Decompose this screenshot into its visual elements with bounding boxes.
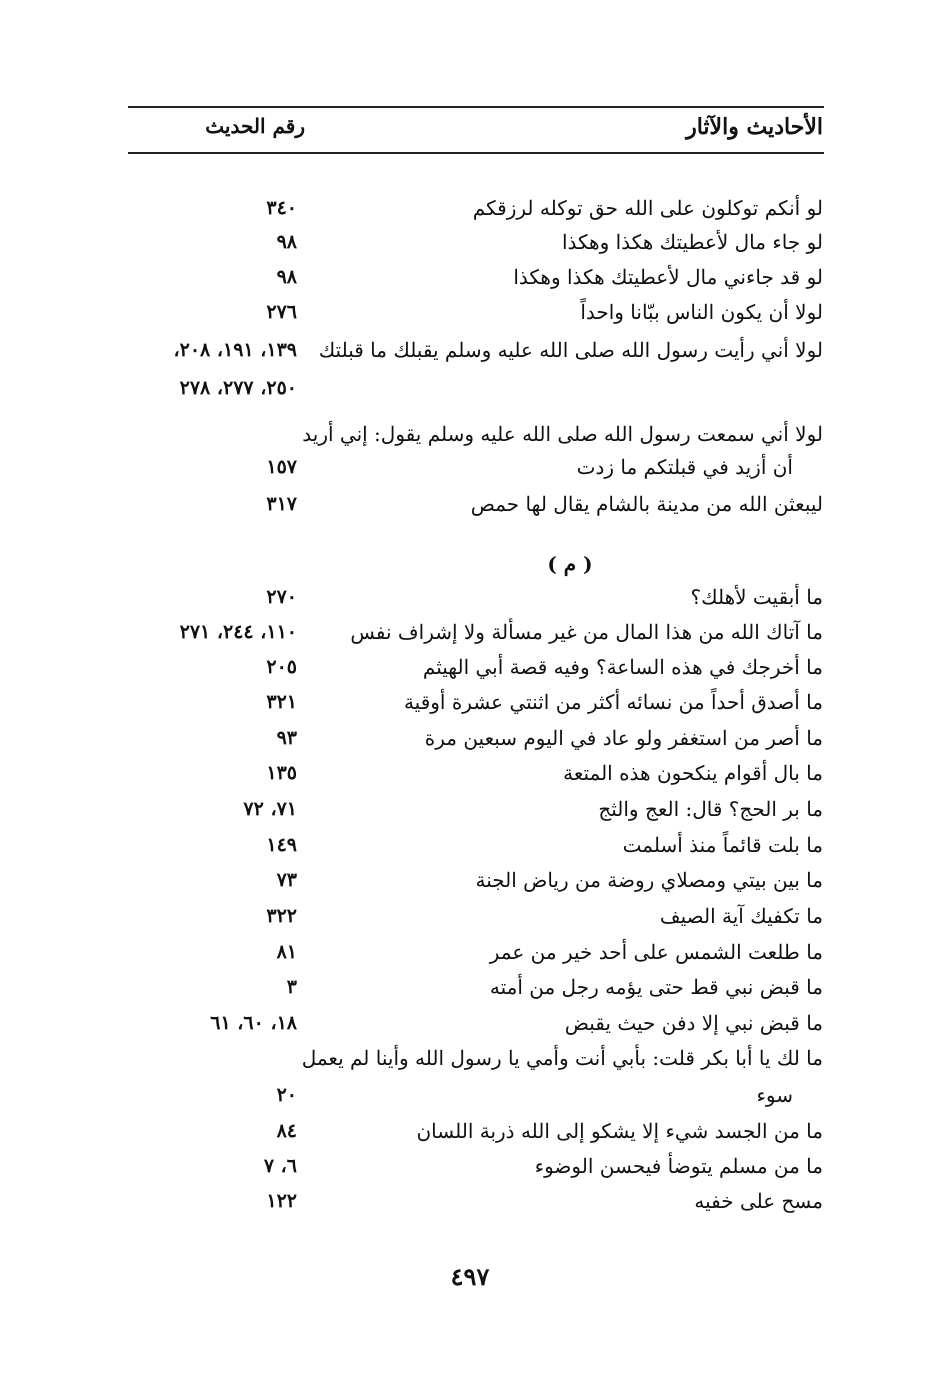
- hadith-entry-refs: ١٢٢: [266, 1190, 297, 1212]
- hadith-entry-text: ما آتاك الله من هذا المال من غير مسألة ولا إشراف نفس: [350, 620, 823, 644]
- hadith-entry-text: ما لك يا أبا بكر قلت: بأبي أنت وأمي يا رسول الله وأينا لم يعمل: [301, 1046, 823, 1070]
- hadith-entry-text: ما من مسلم يتوضأ فيحسن الوضوء: [534, 1154, 823, 1178]
- hadith-entry-refs: ٢٠٥: [266, 656, 297, 678]
- hadith-entry-text-continued: أن أزيد في قبلتكم ما زدت: [576, 455, 793, 479]
- hadith-entry-refs: ٨١: [276, 941, 297, 963]
- hadith-entry-refs: ٦، ٧: [263, 1155, 297, 1177]
- section-heading-mim: ( م ): [547, 552, 593, 576]
- hadith-entry-refs: ٢٧٦: [266, 301, 297, 323]
- hadith-entry-text: لو أنكم توكلون على الله حق توكله لرزقكم: [472, 196, 823, 220]
- hadith-entry-refs: ٧١، ٧٢: [243, 798, 297, 820]
- page-number: ٤٩٧: [450, 1262, 490, 1291]
- hadith-entry-refs: ٣١٧: [266, 493, 297, 515]
- hadith-entry-refs: ١٤٩: [266, 834, 297, 856]
- hadith-entry-refs: ٩٣: [276, 727, 297, 749]
- hadith-entry-text: لولا أن يكون الناس ببّانا واحداً: [580, 300, 823, 324]
- hadith-entry-text: ما طلعت الشمس على أحد خير من عمر: [489, 940, 823, 964]
- hadith-entry-text: لو جاء مال لأعطيتك هكذا وهكذا: [561, 230, 823, 254]
- hadith-entry-text: ما بال أقوام ينكحون هذه المتعة: [563, 761, 823, 785]
- hadith-entry-text: لولا أني رأيت رسول الله صلى الله عليه وسلم يقبلك ما قبلتك: [318, 338, 823, 362]
- hadith-entry-text: ما قبض نبي قط حتى يؤمه رجل من أمته: [489, 975, 823, 999]
- hadith-entry-refs: ٨٤: [276, 1120, 297, 1142]
- hadith-entry-refs: ٣٢٢: [266, 905, 297, 927]
- hadith-entry-text: ما من الجسد شيء إلا يشكو إلى الله ذربة اللسان: [416, 1119, 823, 1143]
- hadith-entry-text: لولا أني سمعت رسول الله صلى الله عليه وسلم يقول: إني أريد: [302, 422, 823, 446]
- hadith-entry-refs: ٩٨: [276, 266, 297, 288]
- hadith-entry-refs: ٩٨: [276, 231, 297, 253]
- hadith-entry-text: ما بلت قائماً منذ أسلمت: [622, 833, 823, 857]
- hadith-entry-text: ليبعثن الله من مدينة بالشام يقال لها حمص: [470, 492, 823, 516]
- hadith-entry-refs: ٢٧٠: [266, 586, 297, 608]
- hadith-entry-refs: ١٣٥: [266, 762, 297, 784]
- hadith-entry-refs: ٣٤٠: [266, 197, 297, 219]
- hadith-entry-text: ما أصر من استغفر ولو عاد في اليوم سبعين مرة: [424, 726, 823, 750]
- hadith-entry-refs: ٣: [286, 976, 297, 998]
- column-title-hadith-number: رقم الحديث: [205, 114, 305, 138]
- hadith-entry-text: ما قبض نبي إلا دفن حيث يقبض: [564, 1011, 823, 1035]
- hadith-entry-refs-continued: ٢٥٠، ٢٧٧، ٢٧٨: [179, 377, 297, 399]
- hadith-entry-refs: ٣٢١: [266, 691, 297, 713]
- hadith-entry-text: ما بر الحج؟ قال: العج والثج: [598, 797, 823, 821]
- hadith-entry-text: مسح على خفيه: [694, 1189, 823, 1213]
- hadith-entry-refs: ١٥٧: [266, 456, 297, 478]
- hadith-entry-text: ما تكفيك آية الصيف: [659, 904, 823, 928]
- hadith-entry-text-continued: سوء: [756, 1083, 793, 1107]
- header-bottom-rule: [128, 152, 824, 154]
- hadith-entry-text: ما بين بيتي ومصلاي روضة من رياض الجنة: [475, 868, 823, 892]
- hadith-entry-refs: ١٣٩، ١٩١، ٢٠٨،: [173, 339, 297, 361]
- hadith-entry-text: ما أخرجك في هذه الساعة؟ وفيه قصة أبي الهيثم: [422, 655, 823, 679]
- hadith-entry-text: ما أصدق أحداً من نسائه أكثر من اثنتي عشرة أوقية: [403, 690, 823, 714]
- header-top-rule: [128, 106, 824, 108]
- hadith-entry-refs: ٧٣: [276, 869, 297, 891]
- hadith-entry-refs: ١١٠، ٢٤٤، ٢٧١: [179, 621, 297, 643]
- hadith-entry-text: لو قد جاءني مال لأعطيتك هكذا وهكذا: [513, 265, 823, 289]
- hadith-entry-refs: ٢٠: [276, 1084, 297, 1106]
- hadith-entry-refs: ١٨، ٦٠، ٦١: [210, 1012, 297, 1034]
- hadith-entry-text: ما أبقيت لأهلك؟: [690, 585, 823, 609]
- column-title-hadiths: الأحاديث والآثار: [686, 114, 823, 140]
